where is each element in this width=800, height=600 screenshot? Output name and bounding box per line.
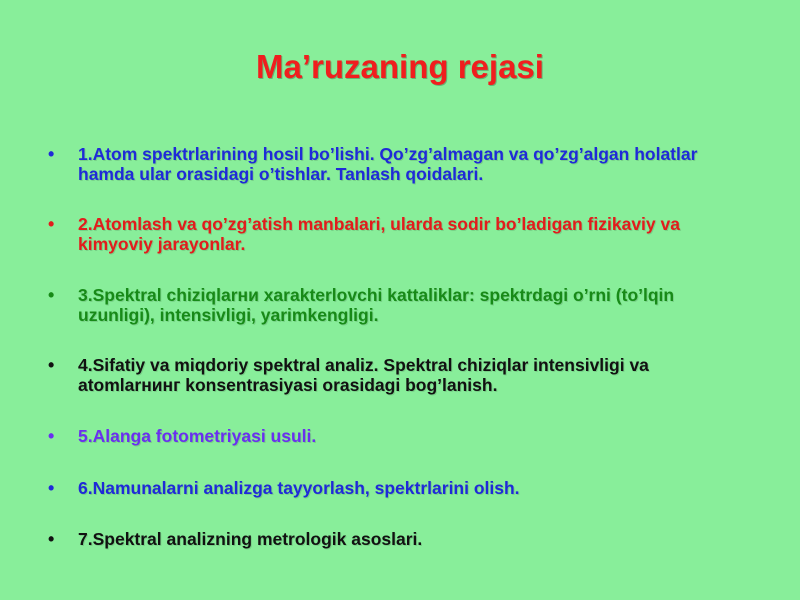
list-item-text: 5.Alanga fotometriyasi usuli. <box>78 426 317 446</box>
list-item <box>48 426 748 446</box>
bullet-icon: • <box>48 285 55 305</box>
list-item-text: 2.Atomlash va qo’zg’atish manbalari, ularda sodir bo’ladigan fizikaviy va kimyoviy jarayonlar. <box>78 214 680 254</box>
bullet-icon: • <box>48 355 55 375</box>
bullet-icon: • <box>48 426 55 446</box>
bullet-icon: • <box>48 478 55 498</box>
list-item <box>48 355 748 395</box>
list-item-text: 4.Sifatiy va miqdoriy spektral analiz. Spektral chiziqlar intensivligi va atomlarнинг konsentrasiyasi orasidagi bog’lanish. <box>78 355 649 395</box>
list-item-text: 3.Spektral chiziqlarни xarakterlovchi kattaliklar: spektrdagi o’rni (to’lqin uzunligi), intensivligi, yarimkengligi. <box>78 285 675 325</box>
list-item <box>48 529 748 549</box>
slide-title: Ma’ruzaning rejasi <box>256 48 544 85</box>
list-item <box>48 478 748 498</box>
list-item <box>48 285 748 325</box>
list-item-text: 7.Spektral analizning metrologik asoslari. <box>78 529 423 549</box>
list-item-text: 6.Namunalarni analizga tayyorlash, spektrlarini olish. <box>78 478 520 498</box>
bullet-icon: • <box>48 529 55 549</box>
list-item <box>48 144 748 184</box>
list-item <box>48 214 748 254</box>
bullet-icon: • <box>48 214 55 234</box>
bullet-icon: • <box>48 144 55 164</box>
list-item-text: 1.Atom spektrlarining hosil bo’lishi. Qo’zg’almagan va qo’zg’algan holatlar hamda ular orasidagi o’tishlar. Tanlash qoidalari. <box>78 144 698 184</box>
